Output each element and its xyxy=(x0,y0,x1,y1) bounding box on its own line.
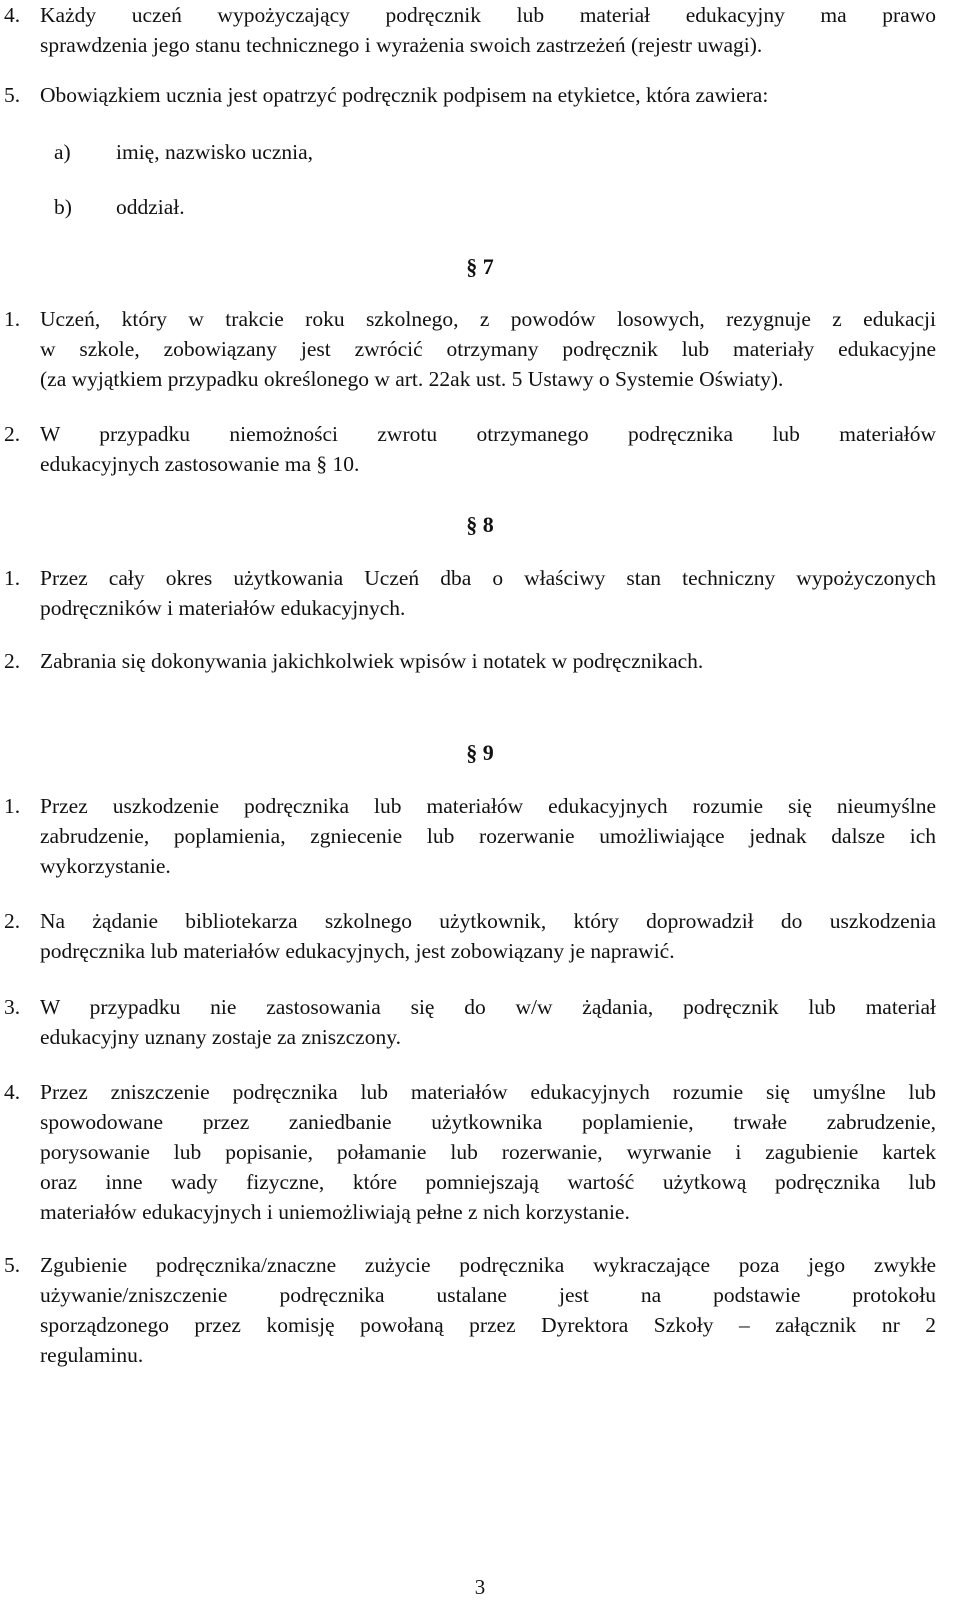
list-item xyxy=(4,906,936,966)
page-number: 3 xyxy=(474,1575,486,1599)
item-number: 3. xyxy=(4,995,21,1019)
item-number: 1. xyxy=(4,307,21,331)
section-heading xyxy=(0,510,960,540)
item-line: (za wyjątkiem przypadku określonego w art. 22ak ust. 5 Ustawy o Systemie Oświaty). xyxy=(40,367,784,391)
item-line: Przez zniszczenie podręcznika lub materiałów edukacyjnych rozumie się umyślne lub xyxy=(40,1080,936,1104)
item-line: W przypadku niemożności zwrotu otrzymanego podręcznika lub materiałów xyxy=(40,422,936,446)
section-mark: § 7 xyxy=(466,254,494,279)
item-line: materiałów edukacyjnych i uniemożliwiają pełne z nich korzystanie. xyxy=(40,1200,630,1224)
list-item xyxy=(4,1077,936,1227)
list-item xyxy=(4,992,936,1052)
item-number: 5. xyxy=(4,1253,21,1277)
list-item xyxy=(4,791,936,881)
item-line: podręcznika lub materiałów edukacyjnych, jest zobowiązany je naprawić. xyxy=(40,939,675,963)
sub-item-text: imię, nazwisko ucznia, xyxy=(116,140,314,164)
sub-item-text: oddział. xyxy=(116,195,185,219)
item-number: 1. xyxy=(4,566,21,590)
list-item xyxy=(4,1250,936,1370)
item-line: W przypadku nie zastosowania się do w/w żądania, podręcznik lub materiał xyxy=(40,995,936,1019)
item-line: Przez uszkodzenie podręcznika lub materiałów edukacyjnych rozumie się nieumyślne xyxy=(40,794,936,818)
item-line: oraz inne wady fizyczne, które pomniejszają wartość użytkową podręcznika lub xyxy=(40,1170,936,1194)
list-item xyxy=(4,80,936,110)
item-line: Zgubienie podręcznika/znaczne zużycie podręcznika wykraczające poza jego zwykłe xyxy=(40,1253,936,1277)
item-line: sprawdzenia jego stanu technicznego i wyrażenia swoich zastrzeżeń (rejestr uwagi). xyxy=(40,33,763,57)
item-line: porysowanie lub popisanie, połamanie lub rozerwanie, wyrwanie i zagubienie kartek xyxy=(40,1140,936,1164)
item-number: 5. xyxy=(4,83,21,107)
list-item xyxy=(4,563,936,623)
list-item xyxy=(4,0,936,60)
item-line: wykorzystanie. xyxy=(40,854,171,878)
item-line: w szkole, zobowiązany jest zwrócić otrzymany podręcznik lub materiały edukacyjne xyxy=(40,337,936,361)
item-number: 4. xyxy=(4,3,21,27)
item-line: zabrudzenie, poplamienia, zgniecenie lub rozerwanie umożliwiające jednak dalsze ich xyxy=(40,824,936,848)
item-line: używanie/zniszczenie podręcznika ustalane jest na podstawie protokołu xyxy=(40,1283,936,1307)
item-line: Obowiązkiem ucznia jest opatrzyć podręcznik podpisem na etykietce, która zawiera: xyxy=(40,83,769,107)
item-line: Zabrania się dokonywania jakichkolwiek wpisów i notatek w podręcznikach. xyxy=(40,649,704,673)
item-line: Każdy uczeń wypożyczający podręcznik lub materiał edukacyjny ma prawo xyxy=(40,3,936,27)
item-number: 1. xyxy=(4,794,21,818)
section-heading xyxy=(0,252,960,282)
item-number: 4. xyxy=(4,1080,21,1104)
item-number: 2. xyxy=(4,422,21,446)
list-item xyxy=(4,646,936,676)
item-line: regulaminu. xyxy=(40,1343,144,1367)
section-heading xyxy=(0,738,960,768)
section-mark: § 9 xyxy=(466,740,494,765)
section-mark: § 8 xyxy=(466,512,494,537)
item-line: sporządzonego przez komisję powołaną przez Dyrektora Szkoły – załącznik nr 2 xyxy=(40,1313,936,1337)
item-line: Uczeń, który w trakcie roku szkolnego, z powodów losowych, rezygnuje z edukacji xyxy=(40,307,936,331)
item-line: podręczników i materiałów edukacyjnych. xyxy=(40,596,406,620)
list-item xyxy=(4,304,936,394)
sub-item-label: b) xyxy=(54,195,72,219)
item-line: Przez cały okres użytkowania Uczeń dba o właściwy stan techniczny wypożyczonych xyxy=(40,566,936,590)
item-line: Na żądanie bibliotekarza szkolnego użytkownik, który doprowadził do uszkodzenia xyxy=(40,909,936,933)
item-line: edukacyjny uznany zostaje za zniszczony. xyxy=(40,1025,401,1049)
item-line: edukacyjnych zastosowanie ma § 10. xyxy=(40,452,360,476)
item-line: spowodowane przez zaniedbanie użytkownika poplamienie, trwałe zabrudzenie, xyxy=(40,1110,936,1134)
list-item xyxy=(4,419,936,479)
sub-item-label: a) xyxy=(54,140,71,164)
item-number: 2. xyxy=(4,649,21,673)
item-number: 2. xyxy=(4,909,21,933)
